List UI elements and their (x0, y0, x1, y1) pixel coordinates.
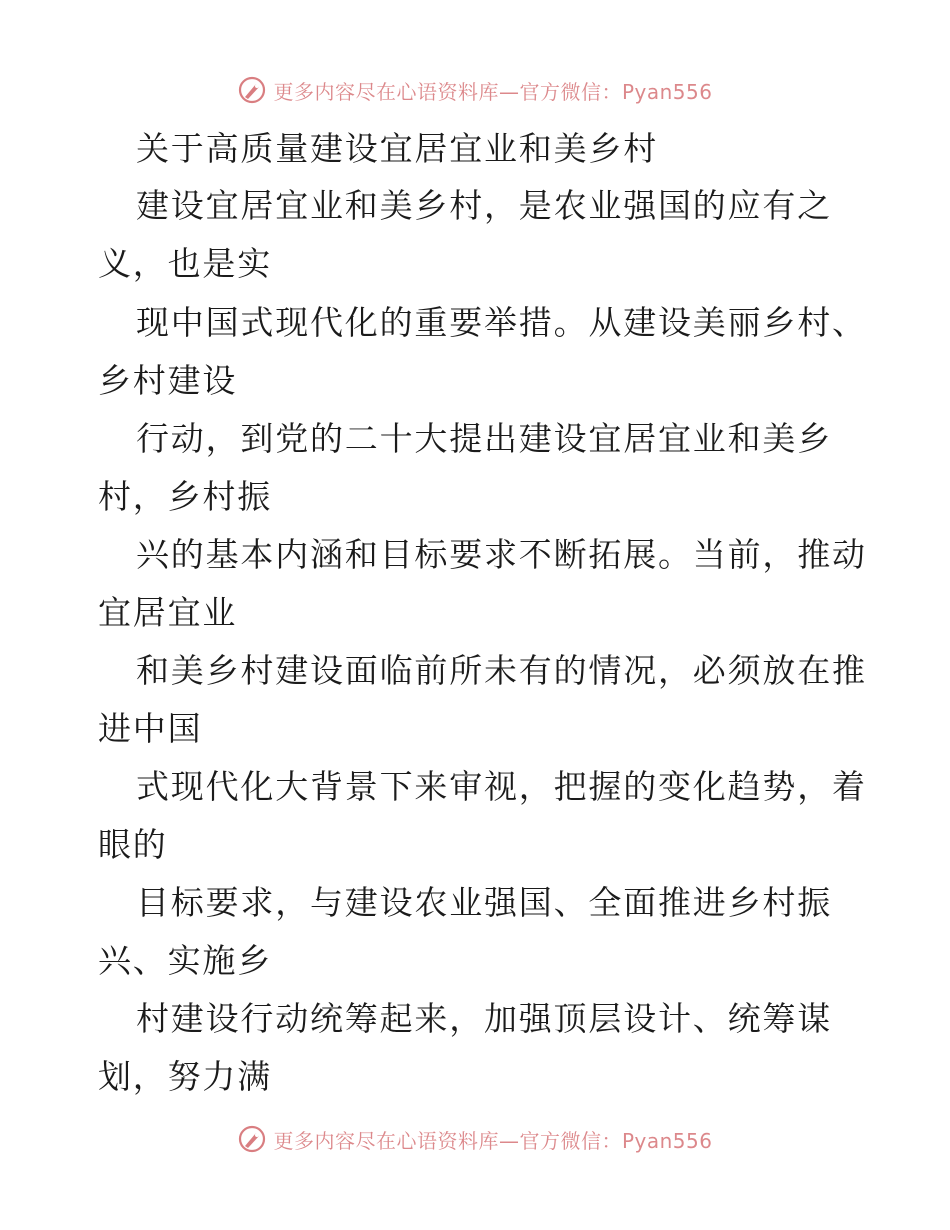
pen-nib-logo-icon (237, 1124, 267, 1154)
paragraph-line: 和美乡村建设面临前所未有的情况，必须放在推 (136, 651, 867, 690)
paragraph-line: 行动，到党的二十大提出建设宜居宜业和美乡 (136, 419, 832, 458)
paragraph-line: 村建设行动统筹起来，加强顶层设计、统筹谋 (136, 999, 832, 1038)
footer-banner (0, 1122, 950, 1156)
footer-banner-text: 更多内容尽在心语资料库—官方微信：Pyan556 (273, 1128, 713, 1153)
paragraph-line: 宜居宜业 (98, 593, 238, 632)
pen-nib-logo-icon (237, 75, 267, 105)
document-title: 关于高质量建设宜居宜业和美乡村 (136, 129, 658, 168)
paragraph-line: 村，乡村振 (98, 477, 272, 516)
paragraph-line: 目标要求，与建设农业强国、全面推进乡村振 (136, 883, 832, 922)
paragraph-line: 兴的基本内涵和目标要求不断拓展。当前，推动 (136, 535, 867, 574)
header-banner (0, 73, 950, 107)
paragraph-line: 进中国 (98, 709, 203, 748)
paragraph-line: 划，努力满 (98, 1057, 272, 1096)
header-banner-text: 更多内容尽在心语资料库—官方微信：Pyan556 (273, 79, 713, 104)
paragraph-line: 现中国式现代化的重要举措。从建设美丽乡村、 (136, 303, 867, 342)
paragraph-line: 义，也是实 (98, 244, 272, 283)
paragraph-line: 式现代化大背景下来审视，把握的变化趋势，着 (136, 767, 867, 806)
paragraph-line: 建设宜居宜业和美乡村，是农业强国的应有之 (136, 186, 832, 225)
paragraph-line: 兴、实施乡 (98, 941, 272, 980)
paragraph-line: 乡村建设 (98, 361, 238, 400)
paragraph-line: 眼的 (98, 825, 168, 864)
